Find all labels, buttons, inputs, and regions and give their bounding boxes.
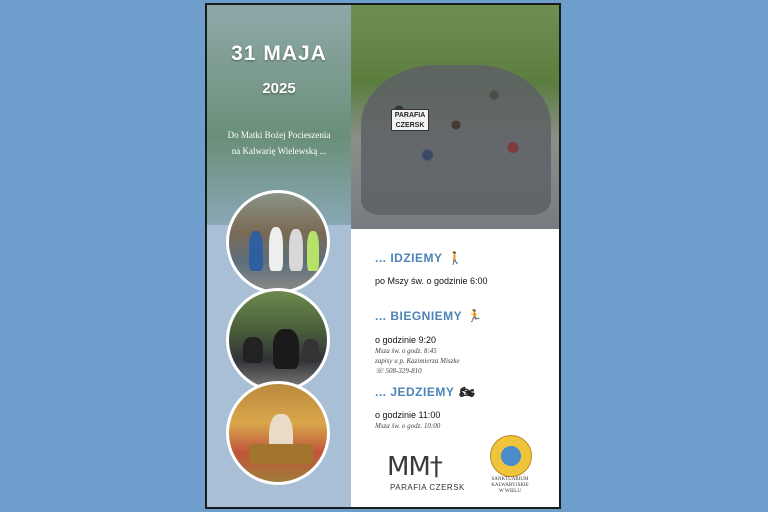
- sign-line-1: PARAFIA: [394, 112, 426, 119]
- subtitle-line-2: na Kalwarię Wielewską ...: [231, 146, 327, 156]
- sanctuary-line-1: SANKTUARIUM: [491, 477, 529, 482]
- sign-line-2: CZERSK: [395, 122, 425, 129]
- parish-name: PARAFIA CZERSK: [390, 483, 465, 492]
- riding-time: o godzinie 11:00: [375, 410, 441, 420]
- priest-photo: [226, 381, 330, 485]
- motorcyclists-photo: [226, 288, 330, 392]
- runners-photo: [226, 190, 330, 294]
- phone-number: 508-329-810: [385, 367, 422, 375]
- event-poster: [205, 3, 561, 509]
- event-year: 2025: [262, 80, 296, 97]
- section-walking-title: [375, 251, 463, 265]
- running-time: o godzinie 9:20: [375, 335, 437, 345]
- motorcycle-icon: 🏍: [459, 385, 476, 399]
- parish-logo: MM†: [387, 452, 442, 482]
- running-phone: [375, 367, 422, 375]
- sanctuary-line-3: W WIELU: [499, 489, 521, 494]
- running-signup-note: zapisy u p. Kazimierza Miszke: [375, 357, 460, 365]
- subtitle-line-1: Do Matki Bożej Pocieszenia: [227, 130, 331, 140]
- procession-photo: [351, 5, 559, 229]
- section-riding-label: ... JEDZIEMY: [375, 385, 455, 399]
- crowd-image: [361, 65, 551, 215]
- sanctuary-line-2: KALWARYJSKIE: [491, 483, 529, 488]
- section-running-title: [375, 309, 483, 323]
- phone-icon: ☏: [375, 367, 386, 375]
- sanctuary-logo: [490, 435, 532, 477]
- section-running-label: ... BIEGNIEMY: [375, 309, 463, 323]
- walking-icon: 🚶: [447, 251, 463, 265]
- walking-time: po Mszy św. o godzinie 6:00: [375, 276, 488, 286]
- event-subtitle: [213, 127, 345, 159]
- section-riding-title: [375, 385, 475, 399]
- running-mass-note: Msza św. o godz. 8:45: [375, 347, 437, 355]
- event-date: 31 MAJA: [231, 42, 327, 65]
- sanctuary-name: [475, 477, 545, 495]
- parish-sign: [391, 109, 429, 131]
- running-icon: 🏃: [467, 309, 483, 323]
- riding-mass-note: Msza św. o godz. 10:00: [375, 422, 441, 430]
- section-walking-label: ... IDZIEMY: [375, 251, 443, 265]
